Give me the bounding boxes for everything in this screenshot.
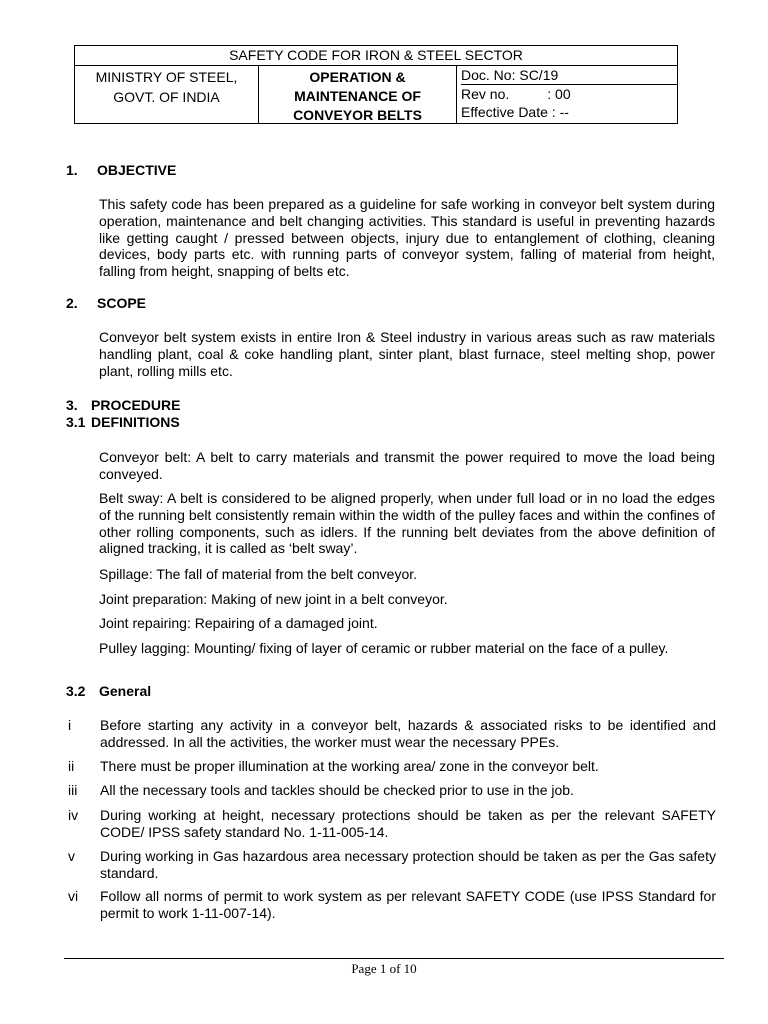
revision-value: : 00 [547,86,571,102]
section-number: 1. [66,162,78,178]
definition-item: Conveyor belt: A belt to carry materials and transmit the power required to move the load being conveyed. [99,449,715,482]
list-text: Follow all norms of permit to work system as per relevant SAFETY CODE (use IPSS Standard for permit to work 1-11-007-14). [100,888,716,921]
definition-item: Joint preparation: Making of new joint in a belt conveyor. [99,591,448,607]
general-list-item [68,758,716,775]
section-number: 3.2 [66,683,86,699]
section-scope-heading [66,295,146,312]
section-definitions-heading [66,414,180,431]
section-title: OBJECTIVE [97,162,177,178]
subject-line-1: OPERATION & [309,69,406,85]
org-line-2: GOVT. OF INDIA [113,89,220,105]
general-list-item [68,888,716,922]
document-header-table [74,45,678,124]
general-list-item [68,848,716,882]
list-marker: iii [68,782,78,798]
footer-divider [64,958,724,959]
section-title: PROCEDURE [91,397,181,413]
page-number: Page 1 of 10 [351,961,417,976]
section-number: 3. [66,397,78,413]
org-line-1: MINISTRY OF STEEL, [95,69,238,85]
definition-item: Spillage: The fall of material from the belt conveyor. [99,566,418,582]
section-title: SCOPE [97,295,147,311]
general-list-item [68,807,716,841]
scope-paragraph: Conveyor belt system exists in entire Iron & Steel industry in various areas such as raw materials handling plant, coal & coke handling plant, sinter plant, blast furnace, steel melting shop, power plant, rolling mills etc. [99,329,715,379]
section-title: DEFINITIONS [91,414,180,430]
list-text: All the necessary tools and tackles should be checked prior to use in the job. [100,782,574,798]
subject-line-2: MAINTENANCE OF [294,88,421,104]
definition-item: Belt sway: A belt is considered to be aligned properly, when under full load or in no load the edges of the running belt consistently remain within the width of the pulley faces and within the confines of other rolling components, such as idlers. If the running belt deviates from the above definition of aligned tracking, it is called as ‘belt sway’. [99,490,715,557]
header-title: SAFETY CODE FOR IRON & STEEL SECTOR [75,46,677,66]
section-number: 2. [66,295,78,311]
section-objective-heading [66,162,176,179]
list-text: During working in Gas hazardous area necessary protection should be taken as per the Gas safety standard. [100,848,716,881]
list-text: Before starting any activity in a conveyor belt, hazards & associated risks to be identified and addressed. In all the activities, the worker must wear the necessary PPEs. [100,717,716,750]
list-marker: i [68,717,72,733]
section-general-heading [66,683,151,700]
header-organization [75,66,259,123]
header-row [75,66,677,123]
list-marker: vi [68,888,79,904]
subject-line-3: CONVEYOR BELTS [293,107,422,123]
revision [461,85,677,103]
list-marker: v [68,848,75,864]
objective-paragraph: This safety code has been prepared as a guideline for safe working in conveyor belt system during operation, maintenance and belt changing activities. This standard is useful in preventing hazards like getting caught / pressed between objects, injury due to entanglement of clothing, cleaning devices, body parts etc. with running parts of conveyor system, falling of material from height, falling from height, snapping of belts etc. [99,196,715,280]
general-list-item [68,717,716,751]
section-title: General [99,683,152,699]
list-text: There must be proper illumination at the working area/ zone in the conveyor belt. [100,758,599,774]
definition-item: Joint repairing: Repairing of a damaged joint. [99,615,378,631]
list-text: During working at height, necessary protections should be taken as per the relevant SAFETY CODE/ IPSS safety standard No. 1-11-005-14. [100,807,716,840]
general-list-item [68,782,716,799]
list-marker: iv [68,807,79,823]
list-marker: ii [68,758,75,774]
header-doc-info [457,66,677,123]
doc-number: Doc. No: SC/19 [461,66,677,85]
revision-label: Rev no. [461,86,510,102]
section-procedure-heading [66,397,180,414]
effective-date: Effective Date : -- [461,104,569,120]
section-number: 3.1 [66,414,86,430]
definition-item: Pulley lagging: Mounting/ fixing of layer of ceramic or rubber material on the face of a pulley. [99,640,669,656]
header-subject [259,66,457,123]
